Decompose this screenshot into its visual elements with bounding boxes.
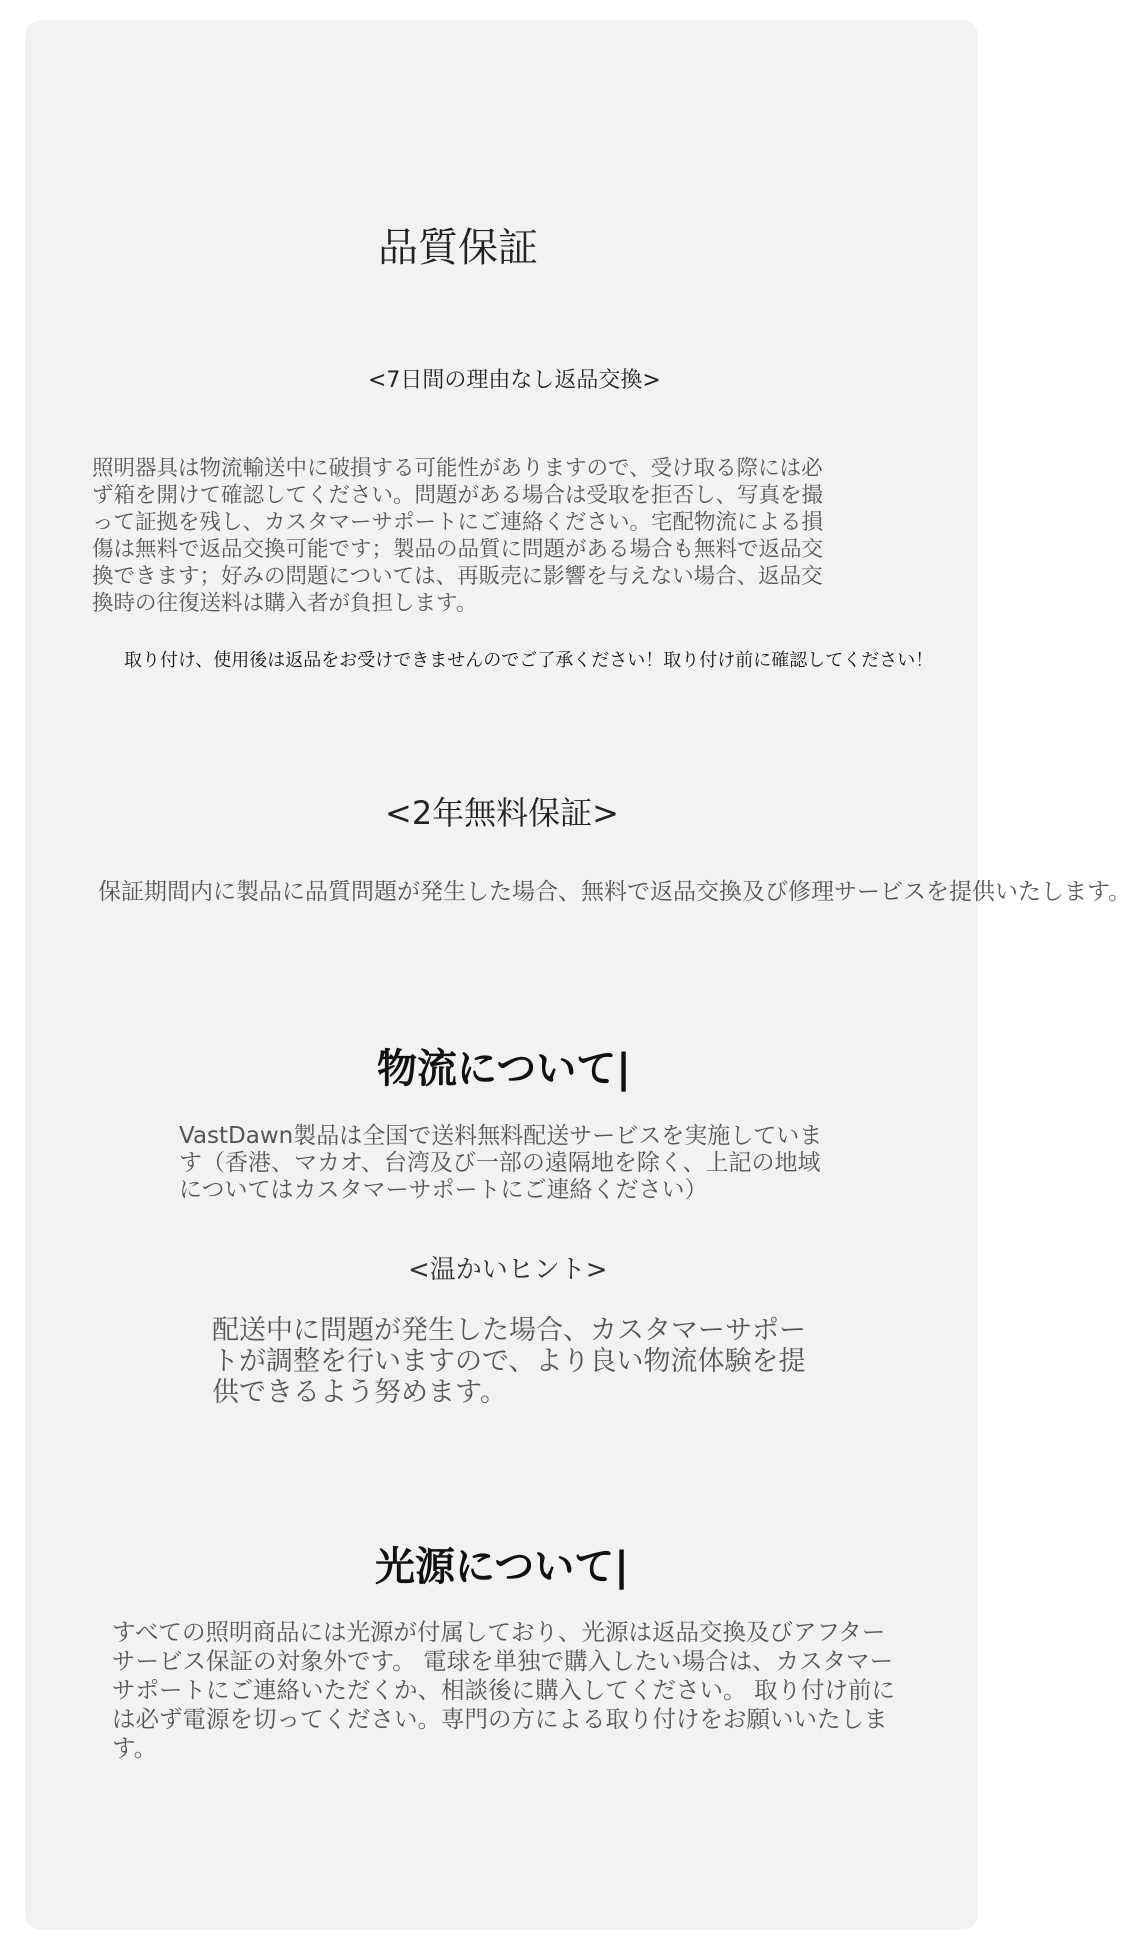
hint-body: 配送中に問題が発生した場合、カスタマーサポートが調整を行いますので、より良い物流体験を提供できるよう努めます。 <box>212 1315 806 1408</box>
logistics-title: 物流について| <box>377 1046 631 1092</box>
policy-card <box>25 20 1131 1930</box>
quality-title: 品質保証 <box>378 225 538 271</box>
warranty-title: <2年無料保証> <box>385 794 619 832</box>
light-source-body: すべての照明商品には光源が付属しており、光源は返品交換及びアフターサービス保証の対象外です。 電球を単独で購入したい場合は、カスタマーサポートにご連絡いただくか、相談後に購入してください。 取り付け前には必ず電源を切ってください。専門の方による取り付けをお願いいたします。 <box>112 1618 895 1762</box>
logistics-body: VastDawn製品は全国で送料無料配送サービスを実施しています（香港、マカオ、台湾及び一部の遠隔地を除く、上記の地域についてはカスタマーサポートにご連絡ください） <box>179 1123 823 1203</box>
installation-notice: 取り付け、使用後は返品をお受けできませんのでご了承ください！取り付け前に確認してください！ <box>124 650 934 671</box>
light-source-title: 光源について| <box>375 1544 629 1590</box>
return-policy-subtitle: <7日間の理由なし返品交換> <box>368 368 661 393</box>
warranty-body: 保証期間内に製品に品質問題が発生した場合、無料で返品交換及び修理サービスを提供いたします。 <box>98 879 1131 905</box>
return-policy-body: 照明器具は物流輸送中に破損する可能性がありますので、受け取る際には必ず箱を開けて確認してください。問題がある場合は受取を拒否し、写真を撮って証拠を残し、カスタマーサポートにご連絡ください。宅配物流による損傷は無料で返品交換可能です；製品の品質に問題がある場合も無料で返品交換できます；好みの問題については、再販売に影響を与えない場合、返品交換時の往復送料は購入者が負担します。 <box>92 456 824 616</box>
hint-title: <温かいヒント> <box>408 1255 608 1285</box>
